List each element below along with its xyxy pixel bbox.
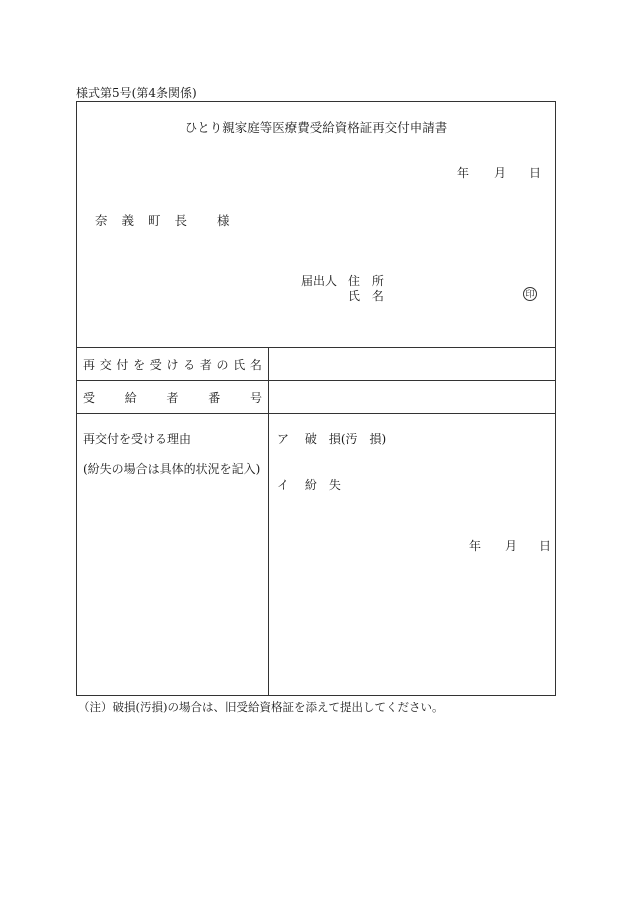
- option-text: 紛 失: [304, 478, 341, 492]
- recipient-number-field[interactable]: [275, 385, 549, 409]
- footer-month-label: 月: [505, 539, 518, 553]
- footer-day-label: 日: [539, 539, 552, 553]
- column-divider: [268, 347, 269, 696]
- footnote: （注）破損(汚損)の場合は、旧受給資格証を添えて提出してください。: [78, 700, 444, 714]
- reason-detail-field[interactable]: [275, 500, 549, 530]
- addressee-char: 長: [174, 213, 188, 228]
- reason-note: (紛失の場合は具体的状況を記入): [83, 462, 261, 476]
- divider: [76, 380, 556, 381]
- addressee-honorific: 様: [217, 213, 230, 228]
- option-lost[interactable]: [277, 476, 341, 493]
- reissue-name-label: 再 交 付 を 受 け る 者 の 氏 名: [83, 358, 262, 372]
- form-title: ひとり親家庭等医療費受給資格証再交付申請書: [184, 120, 448, 135]
- option-marker: イ: [277, 478, 290, 492]
- date-year-label: 年: [457, 166, 470, 180]
- addressee-char: 義: [121, 213, 135, 228]
- option-damaged[interactable]: [277, 430, 386, 447]
- footer-year-label: 年: [469, 539, 482, 553]
- option-marker: ア: [277, 432, 290, 446]
- addressee-char: 奈: [95, 213, 108, 228]
- date-month-label: 月: [494, 166, 507, 180]
- divider: [76, 347, 556, 348]
- applicant-label: 届出人: [301, 274, 338, 288]
- addressee-char: 町: [148, 213, 161, 228]
- form-number: 様式第5号(第4条関係): [76, 86, 197, 100]
- recipient-number-label: 受 給 者 番 号: [83, 391, 262, 405]
- seal-mark: 印: [523, 287, 537, 301]
- option-text: 破 損(汚 損): [304, 432, 387, 446]
- date-day-label: 日: [529, 166, 542, 180]
- reason-label: 再交付を受ける理由: [83, 432, 192, 446]
- divider: [76, 413, 556, 414]
- address-label: 住 所: [348, 274, 384, 288]
- addressee: [95, 211, 230, 229]
- reissue-name-field[interactable]: [275, 352, 549, 376]
- name-label: 氏 名: [348, 289, 384, 303]
